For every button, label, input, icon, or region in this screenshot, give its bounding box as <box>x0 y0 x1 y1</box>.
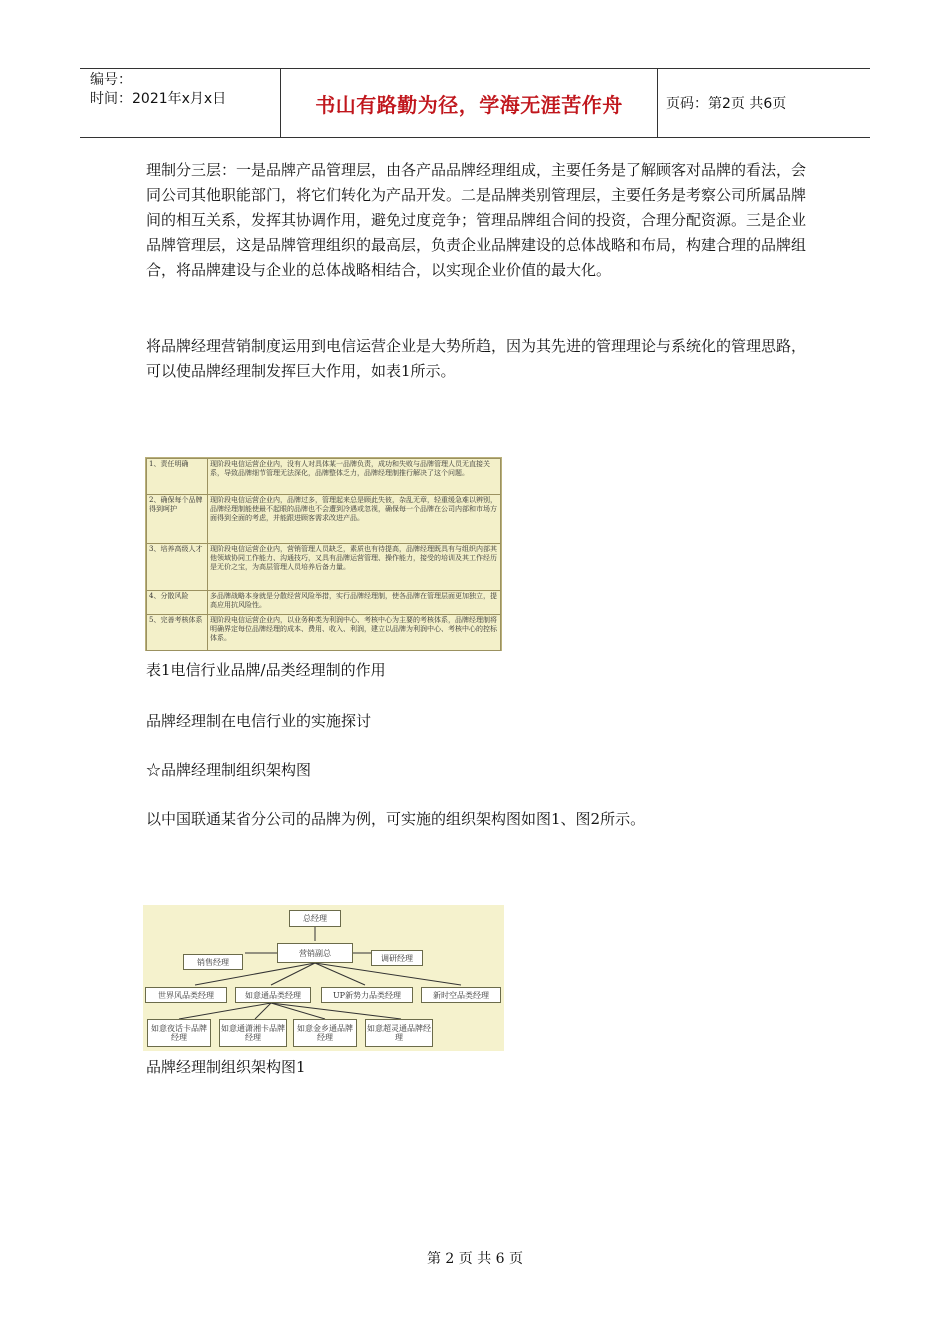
table-cell-text: 现阶段电信运营企业内，营销管理人员缺乏，素质也有待提高，品牌经理既具有与组织内部其他领域协同工作能力、沟通技巧，又具有品牌运营管理、操作能力，接受的培训及其工作经历是无价之宝，为高层管理人员培养后备力量。 <box>208 544 501 591</box>
org-brand-manager: 如意超灵通品牌经理 <box>365 1019 433 1047</box>
table-cell-key: 2、确保每个品牌得到呵护 <box>147 495 208 544</box>
org-chart-image <box>143 905 504 1051</box>
org-category-manager: UP新势力品类经理 <box>321 987 413 1003</box>
org-brand-manager: 如意通潇湘卡品牌经理 <box>219 1019 287 1047</box>
figure1-caption: 品牌经理制组织架构图1 <box>146 1058 306 1076</box>
table1-image <box>145 457 502 651</box>
section-title: 品牌经理制在电信行业的实施探讨 <box>146 712 372 730</box>
table-cell-key: 1、责任明确 <box>147 459 208 495</box>
intro-line: 以中国联通某省分公司的品牌为例，可实施的组织架构图如图1、图2所示。 <box>146 810 646 828</box>
table1 <box>146 458 501 651</box>
table1-caption: 表1电信行业品牌/品类经理制的作用 <box>146 661 386 679</box>
page-header <box>80 68 870 138</box>
body-paragraph-1: 理制分三层：一是品牌产品管理层，由各产品品牌经理组成，主要任务是了解顾客对品牌的看法，会同公司其他职能部门，将它们转化为产品开发。二是品牌类别管理层，主要任务是考察公司所属品牌间的相互关系，发挥其协调作用，避免过度竞争；管理品牌组合间的投资，合理分配资源。三是企业品牌管理层，这是品牌管理组织的最高层，负责企业品牌建设的总体战略和布局，构建合理的品牌组合，将品牌建设与企业的总体战略相结合，以实现企业价值的最大化。 <box>146 161 807 279</box>
org-sales-manager: 销售经理 <box>183 954 243 970</box>
org-category-manager: 如意通品类经理 <box>235 987 311 1003</box>
table-row <box>147 615 501 651</box>
page-footer: 第 2 页 共 6 页 <box>426 1251 524 1267</box>
table-cell-text: 现阶段电信运营企业内，以业务种类为利润中心、考核中心为主要的考核体系，品牌经理制将明确界定每位品牌经理的成本、费用、收入、利润，建立以品牌为利润中心、考核中心的控标体系。 <box>208 615 501 651</box>
header-motto: 书山有路勤为径，学海无涯苦作舟 <box>281 69 658 137</box>
body-paragraph-2: 将品牌经理营销制度运用到电信运营企业是大势所趋，因为其先进的管理理论与系统化的管理思路，可以使品牌经理制发挥巨大作用，如表1所示。 <box>146 337 807 380</box>
header-page-info: 页码：第2页 共6页 <box>666 96 787 112</box>
star-heading: ☆品牌经理制组织架构图 <box>146 761 312 779</box>
table-row <box>147 544 501 591</box>
org-ceo: 总经理 <box>289 910 341 927</box>
table-row <box>147 459 501 495</box>
org-marketing-director: 营销副总 <box>277 943 353 963</box>
org-category-manager: 新时空品类经理 <box>421 987 501 1003</box>
table-cell-key: 5、完善考核体系 <box>147 615 208 651</box>
table-cell-text: 现阶段电信运营企业内，没有人对具体某一品牌负责，成功和失败与品牌管理人员无直接关系，导致品牌细节管理无法深化，品牌整体乏力，品牌经理制推行解决了这个问题。 <box>208 459 501 495</box>
org-category-manager: 世界风品类经理 <box>145 987 227 1003</box>
org-brand-manager: 如意夜话卡品牌经理 <box>147 1019 211 1047</box>
org-research-manager: 调研经理 <box>371 950 423 966</box>
table-cell-key: 4、分散风险 <box>147 591 208 615</box>
table-cell-text: 多品牌战略本身就是分散经营风险举措，实行品牌经理制，使各品牌在管理层面更加独立，提高应用抗风险性。 <box>208 591 501 615</box>
table-cell-text: 现阶段电信运营企业内，品牌过多，管理起来总是顾此失彼，杂乱无章，轻重缓急难以辨别，品牌经理制能使最不起眼的品牌也不会遭到冷遇或忽视，确保每一个品牌在公司内部和市场方面得到全面的考虑，并能跟进顾客需求改进产品。 <box>208 495 501 544</box>
document-time-label: 时间：2021年x月x日 <box>90 91 227 107</box>
table-row <box>147 495 501 544</box>
table-cell-key: 3、培养高级人才 <box>147 544 208 591</box>
header-meta <box>80 69 281 137</box>
org-brand-manager: 如意金乡通品牌经理 <box>293 1019 357 1047</box>
document-number-label: 编号： <box>90 72 132 88</box>
table-row <box>147 591 501 615</box>
